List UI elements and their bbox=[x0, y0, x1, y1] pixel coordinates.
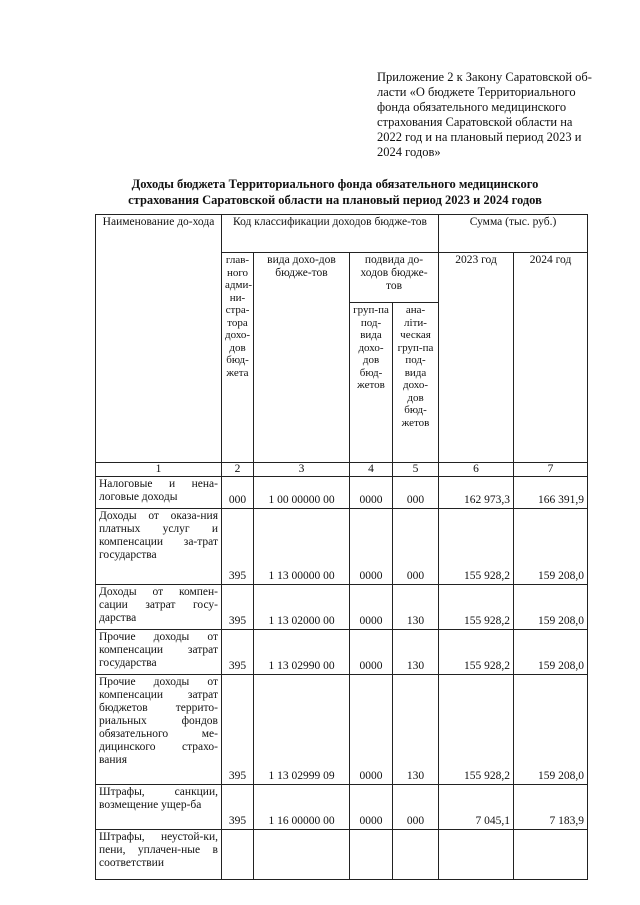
table-row bbox=[96, 785, 588, 830]
row-analytic-code: 000 bbox=[393, 785, 439, 830]
table-row bbox=[96, 675, 588, 785]
row-amount-2023 bbox=[439, 830, 514, 880]
header-sum: Сумма (тыс. руб.) bbox=[439, 215, 588, 253]
column-number-row bbox=[96, 463, 588, 477]
appendix-line: фонда обязательного медицинского bbox=[377, 100, 567, 114]
row-analytic-code bbox=[393, 830, 439, 880]
header-2023: 2023 год bbox=[439, 253, 514, 463]
row-name: Доходы от компен-сации затрат госу-дарства bbox=[96, 585, 222, 630]
row-type-code bbox=[254, 830, 350, 880]
row-amount-2024: 7 183,9 bbox=[514, 785, 588, 830]
header-group: груп-па под-вида дохо-дов бюд-жетов bbox=[350, 303, 393, 463]
row-analytic-code: 000 bbox=[393, 477, 439, 509]
row-group-code: 0000 bbox=[350, 477, 393, 509]
row-amount-2023: 155 928,2 bbox=[439, 675, 514, 785]
row-name: Налоговые и нена-логовые доходы bbox=[96, 477, 222, 509]
row-analytic-code: 130 bbox=[393, 675, 439, 785]
row-name: Доходы от оказа-ния платных услуг и компенсации за-трат государства bbox=[96, 509, 222, 585]
revenue-table bbox=[95, 214, 588, 880]
column-number: 6 bbox=[439, 463, 514, 477]
table-row bbox=[96, 830, 588, 880]
row-admin-code: 395 bbox=[222, 675, 254, 785]
row-analytic-code: 130 bbox=[393, 630, 439, 675]
table-row bbox=[96, 509, 588, 585]
row-name: Штрафы, санкции, возмещение ущер-ба bbox=[96, 785, 222, 830]
row-name: Прочие доходы от компенсации затрат бюджетов террито-риальных фондов обязательного ме-дицинского страхо-вания bbox=[96, 675, 222, 785]
table-row bbox=[96, 585, 588, 630]
document-title bbox=[95, 176, 575, 208]
row-admin-code: 395 bbox=[222, 509, 254, 585]
header-admin: глав-ного адми-ни-стра-тора дохо-дов бюд-жета bbox=[222, 253, 254, 463]
column-number: 1 bbox=[96, 463, 222, 477]
row-amount-2024: 166 391,9 bbox=[514, 477, 588, 509]
row-amount-2024: 159 208,0 bbox=[514, 675, 588, 785]
row-admin-code bbox=[222, 830, 254, 880]
row-group-code: 0000 bbox=[350, 585, 393, 630]
row-name: Прочие доходы от компенсации затрат государства bbox=[96, 630, 222, 675]
row-amount-2023: 162 973,3 bbox=[439, 477, 514, 509]
table-row bbox=[96, 630, 588, 675]
header-subtype: подвида до-ходов бюдже-тов bbox=[350, 253, 439, 303]
row-type-code: 1 13 02000 00 bbox=[254, 585, 350, 630]
row-amount-2023: 155 928,2 bbox=[439, 585, 514, 630]
column-number: 4 bbox=[350, 463, 393, 477]
row-type-code: 1 16 00000 00 bbox=[254, 785, 350, 830]
row-amount-2023: 155 928,2 bbox=[439, 630, 514, 675]
row-name: Штрафы, неустой-ки, пени, уплачен-ные в соответствии bbox=[96, 830, 222, 880]
title-line: страхования Саратовской области на плановый период 2023 и 2024 годов bbox=[128, 193, 542, 207]
header-type: вида дохо-дов бюдже-тов bbox=[254, 253, 350, 463]
column-number: 5 bbox=[393, 463, 439, 477]
row-amount-2024 bbox=[514, 830, 588, 880]
appendix-line: 2022 год и на плановый период 2023 и bbox=[377, 130, 582, 144]
row-amount-2024: 159 208,0 bbox=[514, 509, 588, 585]
row-type-code: 1 13 02990 00 bbox=[254, 630, 350, 675]
row-type-code: 1 00 00000 00 bbox=[254, 477, 350, 509]
appendix-note bbox=[377, 70, 607, 160]
row-amount-2023: 155 928,2 bbox=[439, 509, 514, 585]
header-2024: 2024 год bbox=[514, 253, 588, 463]
row-admin-code: 000 bbox=[222, 477, 254, 509]
title-line: Доходы бюджета Территориального фонда обязательного медицинского bbox=[131, 177, 539, 191]
row-amount-2023: 7 045,1 bbox=[439, 785, 514, 830]
row-amount-2024: 159 208,0 bbox=[514, 630, 588, 675]
row-admin-code: 395 bbox=[222, 630, 254, 675]
column-number: 7 bbox=[514, 463, 588, 477]
table-row bbox=[96, 477, 588, 509]
row-type-code: 1 13 02999 09 bbox=[254, 675, 350, 785]
header-name: Наименование до-хода bbox=[96, 215, 222, 463]
header-code: Код классификации доходов бюдже-тов bbox=[222, 215, 439, 253]
column-number: 3 bbox=[254, 463, 350, 477]
row-amount-2024: 159 208,0 bbox=[514, 585, 588, 630]
row-group-code bbox=[350, 830, 393, 880]
column-number: 2 bbox=[222, 463, 254, 477]
row-group-code: 0000 bbox=[350, 675, 393, 785]
row-admin-code: 395 bbox=[222, 785, 254, 830]
appendix-line: страхования Саратовской области на bbox=[377, 115, 573, 129]
header-analytic: ана-літи-ческая груп-па под-вида дохо-дов бюд-жетов bbox=[393, 303, 439, 463]
appendix-line: 2024 годов» bbox=[377, 145, 441, 159]
row-group-code: 0000 bbox=[350, 509, 393, 585]
row-analytic-code: 000 bbox=[393, 509, 439, 585]
appendix-line: ласти «О бюджете Территориального bbox=[377, 85, 576, 99]
row-admin-code: 395 bbox=[222, 585, 254, 630]
appendix-line: Приложение 2 к Закону Саратовской об- bbox=[377, 70, 592, 84]
row-analytic-code: 130 bbox=[393, 585, 439, 630]
row-group-code: 0000 bbox=[350, 785, 393, 830]
row-group-code: 0000 bbox=[350, 630, 393, 675]
row-type-code: 1 13 00000 00 bbox=[254, 509, 350, 585]
